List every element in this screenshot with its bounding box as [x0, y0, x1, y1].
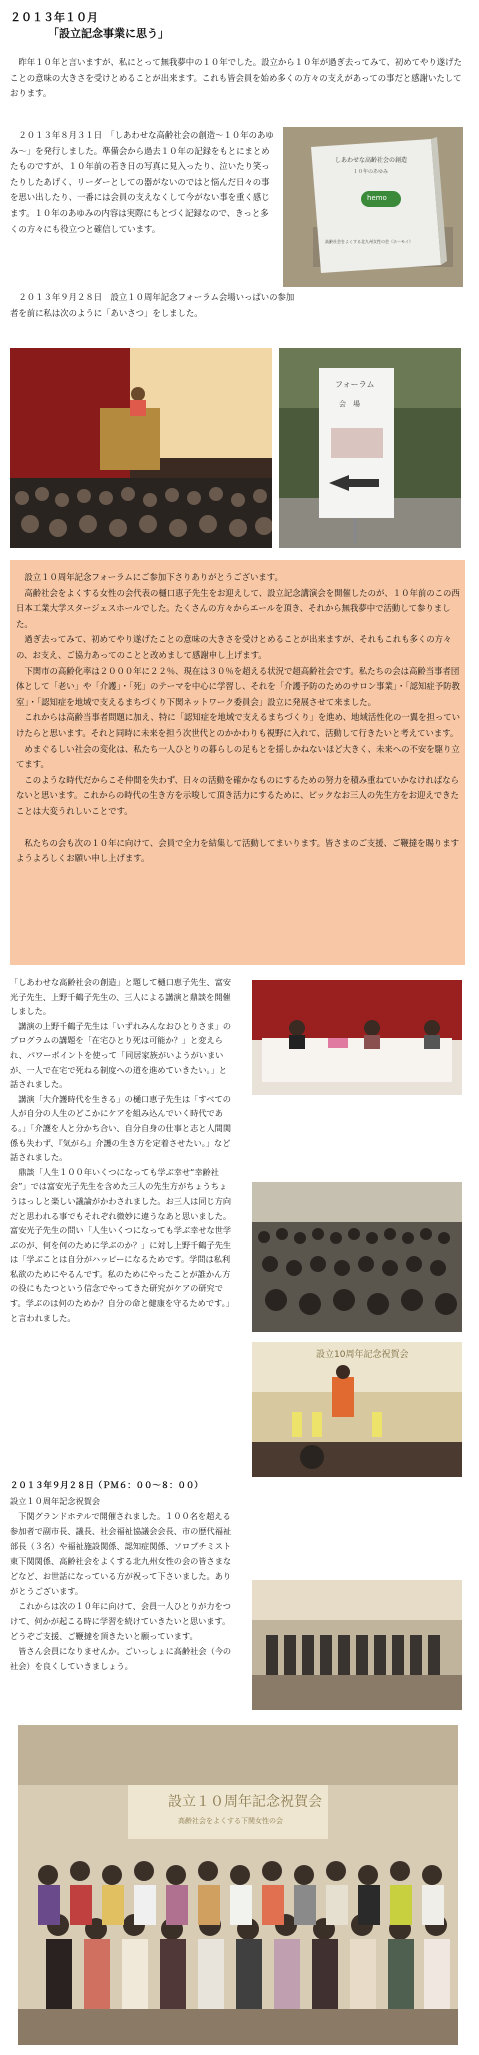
group-banner-org: 高齢社会をよくする下関女性の会	[178, 1817, 283, 1825]
book-photo	[283, 127, 463, 287]
forum-sign-title: フォーラム	[335, 380, 375, 389]
heading	[10, 10, 169, 41]
party-text: 設立１０周年記念祝賀会 下関グランドホテルで開催されました。１００名を超える参加者で副市長、議長、社会福祉協議会会長、市の歴代福祉部長（３名）や福祉施設関係、認知症関係、ソロプチミスト東下関関係、高齢社会をよくする北九州女性の会の皆さまなどなど、お世話になっている方が祝って下さいました。ありがとうございます。 これからは次の１０年に向けて、会員一人ひとりが力をつけて、何かが起こる時に学習を続けていきたいと思います。どうぞご支援、ご鞭撻を頂きたいと願っています。 皆さん会員になりませんか。ごいっしょに高齢社会（今の社会）を良くしていきましょう。	[10, 1496, 232, 1671]
forum-stage-photo	[10, 348, 272, 548]
panel-photo	[252, 980, 462, 1095]
forum-sign-subtitle: 会 場	[339, 400, 360, 408]
party-speech-photo	[252, 1342, 462, 1477]
speech-paragraph: 高齢社会をよくする女性の会代表の樋口恵子先生をお迎えして、設立記念講演会を開催したのが、１０年前のこの西日本工業大学スタージェスホールでした。たくさんの方々からエールを頂き、それから無我夢中で活動して参りました。	[16, 587, 460, 629]
speech-paragraph: これからは高齢当事者問題に加え、特に「認知症を地域で支えるまちづくり」を進め、地域活性化の一翼を担っていけたらと思います。それと同時に未来を担う次世代とのかかわりも視野に入れて、活動して行きたいと考えています。	[16, 712, 460, 738]
book-section-text: ２０１３年８月３１日 「しあわせな高齢社会の創造～１０年のあゆみ～」を発行しました。準備会から過去１０年の記録をもとにまとめたものですが、１０年前の若き日の写真に見入ったり、泣いたり笑ったりしたあげく、リーダーとしての器がないのではと悩んだ日々の事を思い出したり、一番には会員の支えなくして今がない事を重く感じます。１０年のあゆみの内容は実際にもとづく記録なので、きっと多くの方々にも役立つと確信しています。	[10, 130, 274, 234]
group-photo	[18, 1725, 458, 2045]
book-logo: hemo	[367, 194, 387, 202]
forum-report-text: 「しあわせな高齢社会の創造」と題して樋口恵子先生、富安光子先生、上野千鶴子先生の、三人による講演と鼎談を開催しました。 講演の上野千鶴子先生は「いずれみんなおひとりさま」のプログラムの講題を「在宅ひとり死は可能か？」と変えられ、パワーポイントを使って「同居家族がいようがいまいが、一人で在宅で死ねる制度への道を進めていきたい。」と話されました。 講演「大介護時代を生きる」の樋口恵子先生は「すべての人が自分の人生のどこかにケアを組み込んでいく時代である。」「介護を人と分かち合い、自分自身の仕事と志と人間関係も失わず、『気がら』介護の生き方を定着させたい。」など話されました。 鼎談「人生１００年いくつになっても学ぶ幸せ“幸齢社会”」では富安光子先生を含めた三人の先生方がちょうちょうはっしと楽しい議論がかわされました。お三人は同じ方向だと思われる事でもそれぞれ微妙に違うなあと思いました。富安光子先生の問い「人生いくつになっても学ぶ幸せな世学ぶのが、何を何のために学ぶのか？」に対し上野千鶴子先生は「学ぶことは自分がハッピーになるためです。学問は私利私欲のためにやるんです。私のためにやったことが誰かん方の役にもたつという信念でやってきた研究がケアの研究です。学ぶのは何のためか？自分の命と健康を守るためです。」と言われました。	[10, 977, 234, 1323]
party-banner-small: 設立10周年記念祝賀会	[316, 1350, 409, 1360]
intro-paragraph: 昨年１０年と言いますが、私にとって無我夢中の１０年でした。設立から１０年が過ぎ去ってみて、初めてやり遂げたことの意味の大きさを受けとめることが出来ます。これも皆会員を始め多くの方々の支えがあっての事だと感謝いたしております。	[10, 57, 462, 99]
audience-photo	[252, 1182, 462, 1332]
party-group-photo	[252, 1580, 462, 1710]
page-title: 「設立記念事業に思う」	[48, 26, 169, 40]
forum-sign-photo	[279, 348, 461, 548]
book-publisher: 高齢社会をよくする北九州女性の会（ホーモイ）	[325, 239, 413, 244]
party-heading: ２０１３年９月２８日（ＰＭ６：００～８：００）	[10, 1480, 203, 1490]
book-subtitle: １０年のあゆみ	[353, 169, 389, 175]
speech-text	[16, 570, 461, 867]
speech-paragraph: 設立１０周年記念フォーラムにご参加下さりありがとうございます。	[16, 572, 283, 582]
heading-date: ２０１３年１０月	[10, 11, 98, 24]
group-banner-title: 設立１０周年記念祝賀会	[168, 1794, 322, 1810]
speech-paragraph: 下関市の高齢化率は２０００年に２２％、現在は３０％を超える状況で超高齢社会です。私たちの会は高齢当事者団体として「老い」や「介護」・「死」のテーマを中心に学習し、それを「介護予防のためのサロン事業」・「認知症予防教室」・「認知症を地域で支えるまちづくり下関ネットワーク委員会」設立に発展させて来ました。	[16, 665, 460, 707]
speech-paragraph: 過ぎ去ってみて、初めてやり遂げたことの意味の大きさを受けとめることが出来ますが、それもこれも多くの方々の、お支え、ご協力あってのことと改めまして感謝申し上げます。	[16, 634, 452, 660]
speech-paragraph: めまぐるしい社会の変化は、私たち一人ひとりの暮らしの足もとを揺しかねないほど大きく、未来への不安を駆り立てます。	[16, 743, 460, 770]
speech-paragraph: 私たちの会も次の１０年に向けて、会員で全力を結集して活動してまいります。皆さまのご支援、ご鞭撻を賜りますようよろしくお願い申し上げます。	[16, 837, 460, 864]
book-title: しあわせな高齢社会の創造	[335, 157, 408, 164]
speech-paragraph: このような時代だからこそ仲間を失わず、日々の活動を確かなものにするための努力を積み重ねていかなければならないと思います。これからの時代の生き方を示唆して頂き活力にするために、ピックなお三人の先生方をお迎えできたことは大変うれしいことです。	[16, 774, 459, 816]
forum-section-text: ２０１３年９月２８日 設立１０周年記念フォーラム会場いっぱいの参加者を前に私は次のように「あいさつ」をしました。	[10, 292, 295, 318]
